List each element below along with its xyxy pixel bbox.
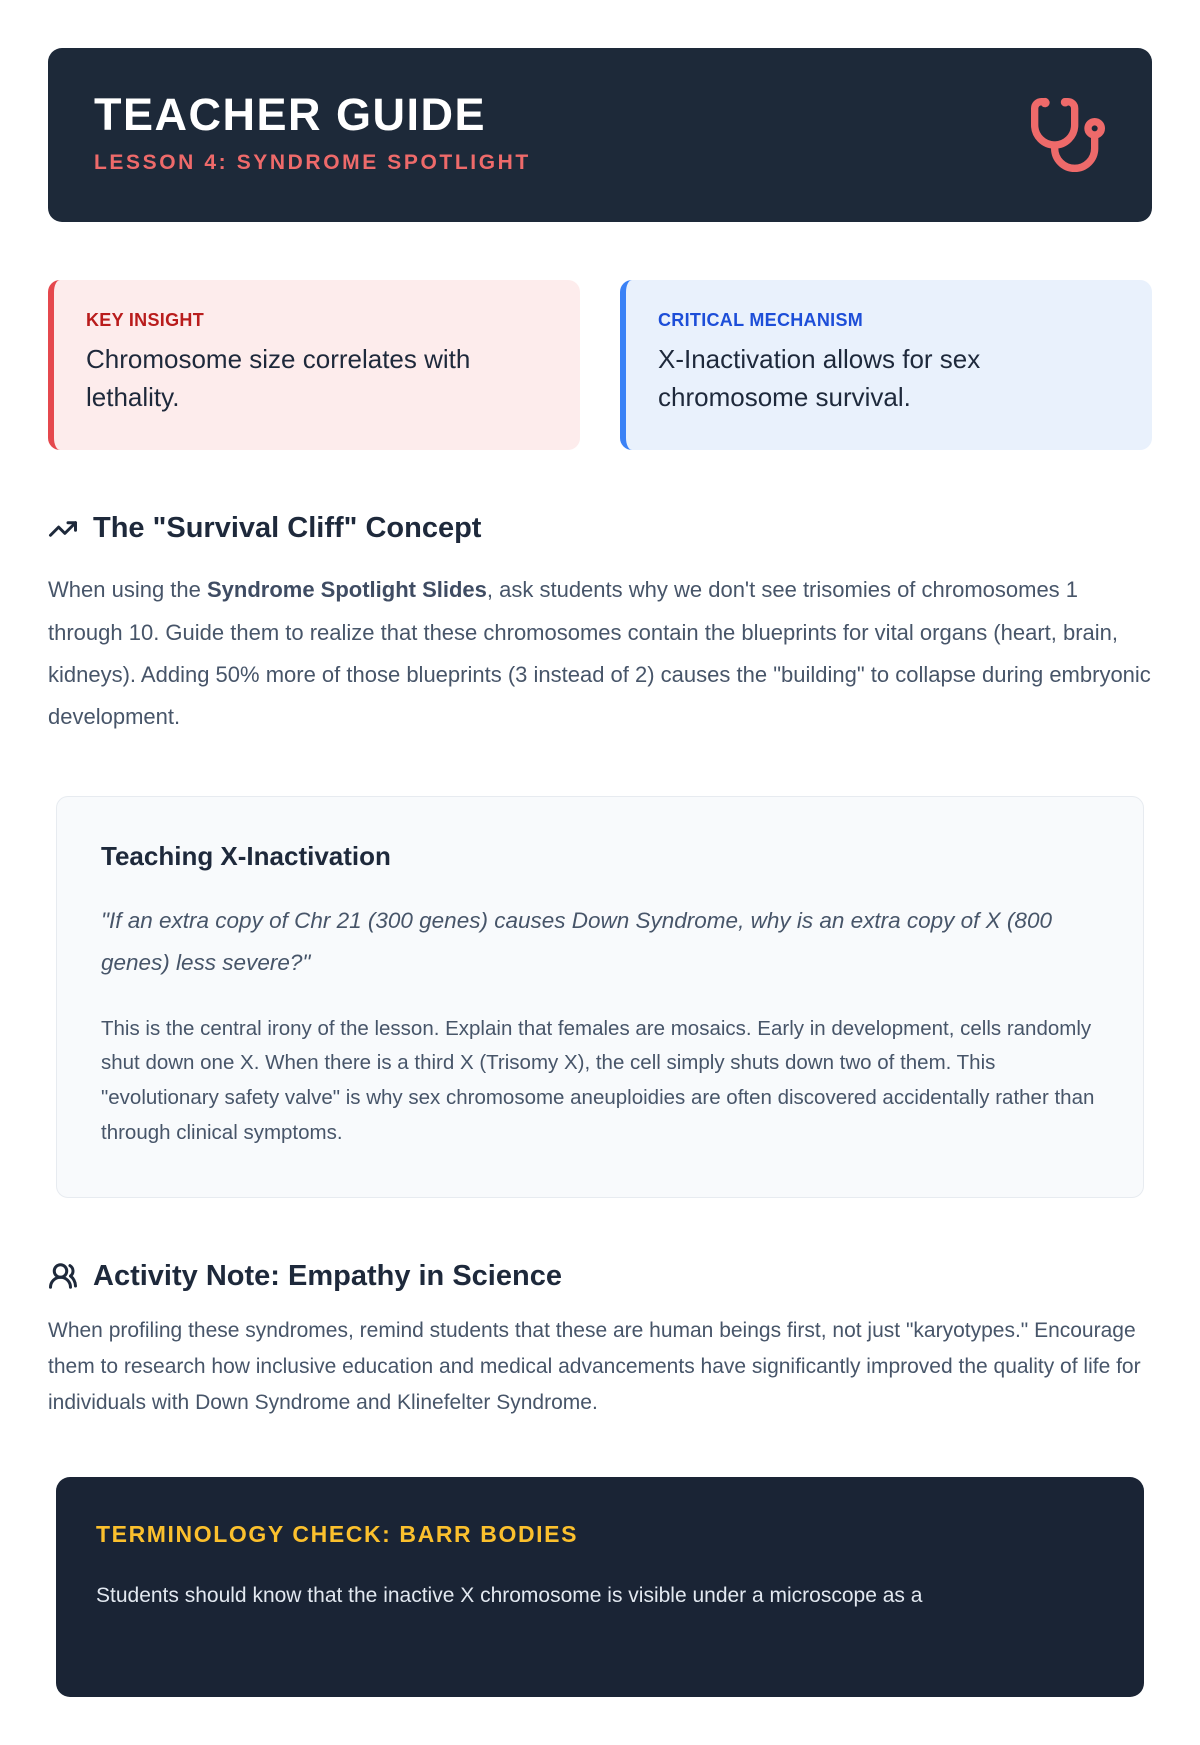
paragraph-lead: When using the [48, 577, 207, 603]
activity-note-paragraph: When profiling these syndromes, remind students that these are human beings first, not just "karyotypes." Encourage them to research how inclusive education and medical advancements have significantly improved the quality of life for individuals with Down Syndrome and Klinefelter Syndrome. [48, 1318, 1141, 1415]
trending-up-icon [48, 514, 78, 544]
key-insight-text: Chromosome size correlates with lethality. [86, 344, 471, 412]
stethoscope-icon [1028, 95, 1108, 175]
header-banner [48, 48, 1152, 222]
page-title: TEACHER GUIDE [94, 89, 487, 140]
survival-cliff-paragraph [48, 569, 1152, 738]
terminology-check-box [56, 1477, 1144, 1697]
critical-mechanism-card [620, 280, 1152, 450]
paragraph-bold: Syndrome Spotlight Slides [206, 577, 487, 603]
critical-mechanism-text: X-Inactivation allows for sex chromosome survival. [658, 344, 981, 412]
note-box-body: This is the central irony of the lesson. Explain that females are mosaics. Early in development, cells randomly shut down one X. When there is a third X (Trisomy X), the cell simply shuts down two of them. This "evolutionary safety valve" is why sex chromosome aneuploidies are often discovered accidentally rather than through clinical symptoms. [101, 1016, 1095, 1145]
lesson-subtitle: LESSON 4: SYNDROME SPOTLIGHT [94, 151, 531, 174]
key-insight-label: KEY INSIGHT [86, 310, 204, 330]
terminology-title: TERMINOLOGY CHECK: BARR BODIES [96, 1521, 579, 1548]
key-insight-card [48, 280, 580, 450]
callout-row [48, 280, 1152, 450]
users-icon [48, 1261, 78, 1291]
section-heading-survival-cliff [48, 512, 1152, 545]
note-box-title: Teaching X-Inactivation [101, 841, 391, 872]
terminology-body: Students should know that the inactive X chromosome is visible under a microscope as a [96, 1584, 923, 1608]
teaching-x-inactivation-box [56, 796, 1144, 1198]
critical-mechanism-label: CRITICAL MECHANISM [658, 310, 864, 330]
section-heading-activity-note [48, 1260, 1152, 1293]
note-box-quote: "If an extra copy of Chr 21 (300 genes) causes Down Syndrome, why is an extra copy of X (800 genes) less severe?" [101, 908, 1052, 975]
paragraph-rest: , ask students why we don't see trisomies of chromosomes 1 through 10. Guide them to realize that these chromosomes contain the blueprints for vital organs (heart, brain, kidneys). Adding 50% more of those blueprints (3 instead of 2) causes the "building" to collapse during embryonic development. [48, 577, 1151, 730]
section-title: Activity Note: Empathy in Science [93, 1259, 562, 1292]
section-title: The "Survival Cliff" Concept [93, 512, 482, 545]
